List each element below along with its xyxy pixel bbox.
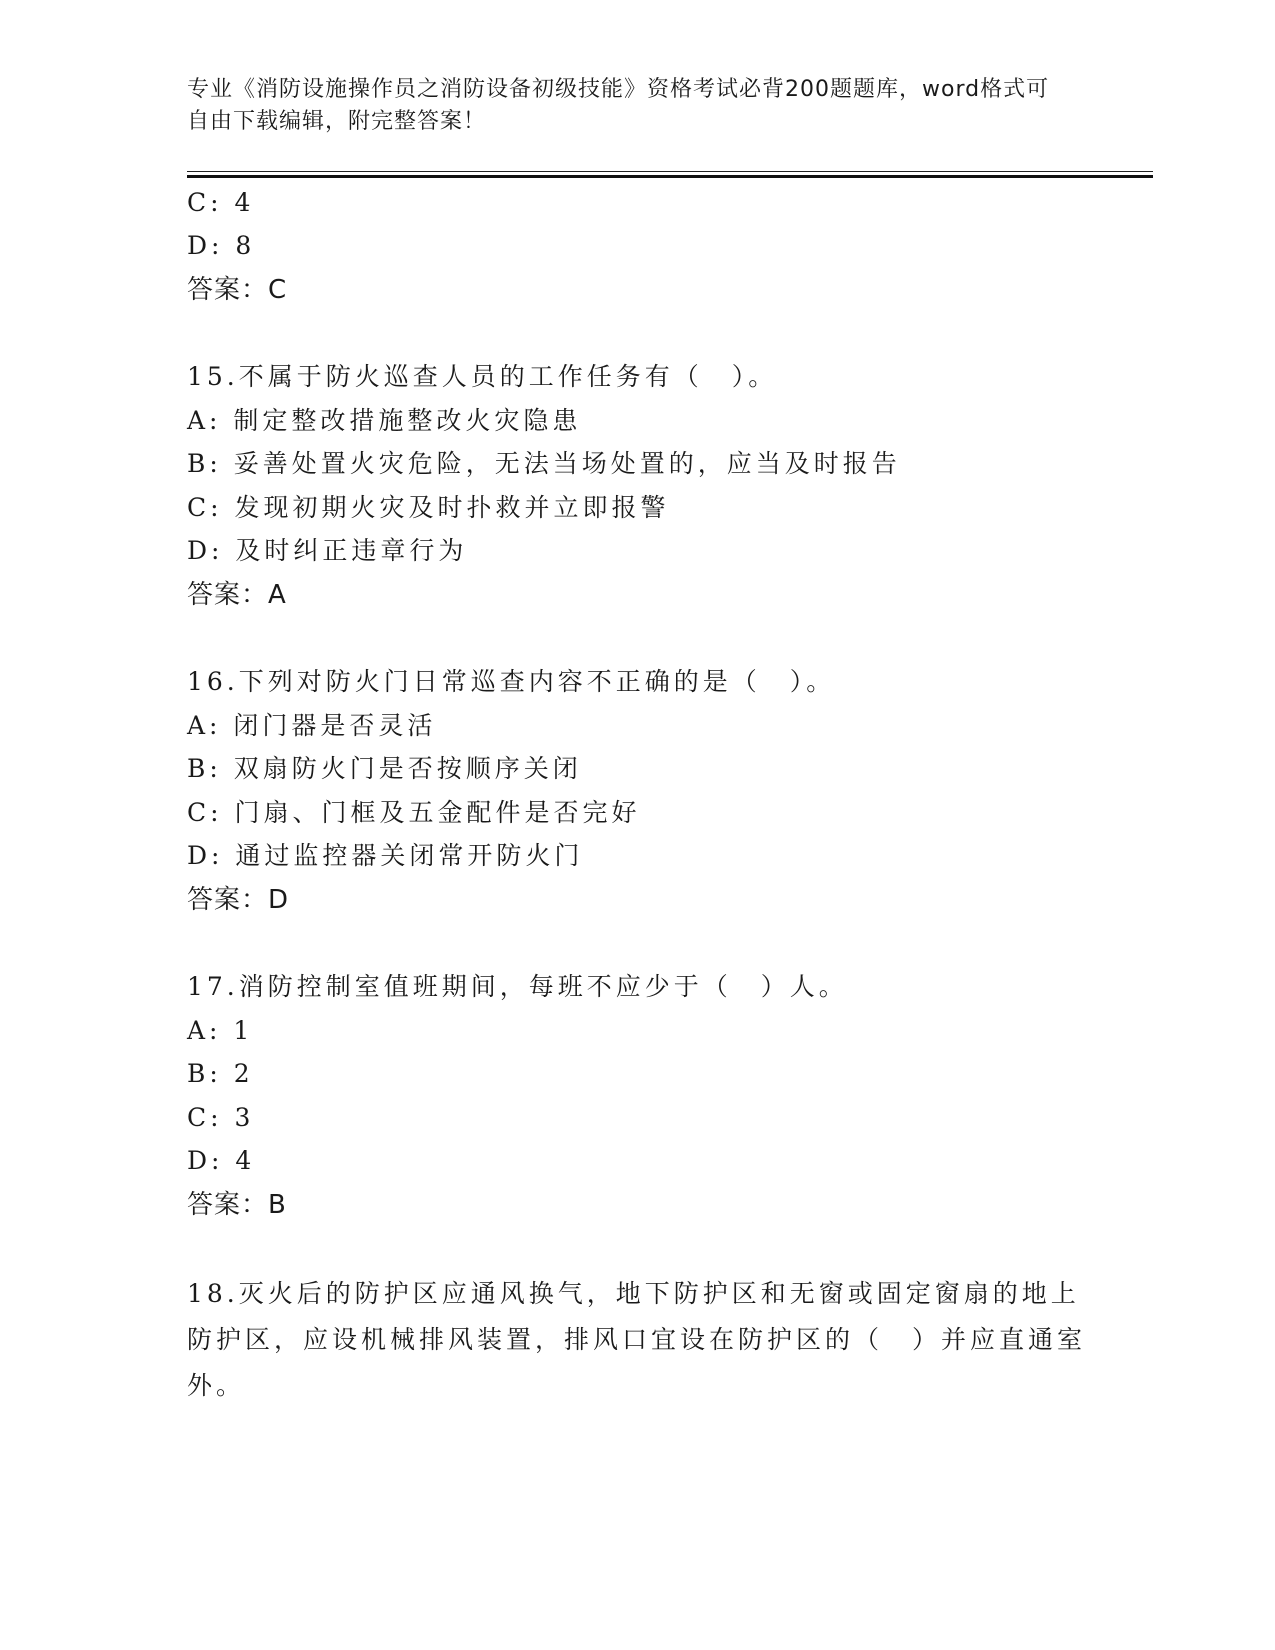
- q18-question: 18.灭火后的防护区应通风换气，地下防护区和无窗或固定窗扇的地上防护区，应设机械排风装置，排风口宜设在防护区的（ ）并应直通室外。: [187, 1279, 1087, 1400]
- q15-question: 15.不属于防火巡查人员的工作任务有（ ）。: [187, 362, 778, 391]
- q15-option-c: C: 发现初期火灾及时扑救并立即报警: [187, 493, 670, 522]
- q15-option-d: D: 及时纠正违章行为: [187, 536, 468, 565]
- q17-option-d: D: 4: [187, 1146, 256, 1175]
- q17-option-b: B: 2: [187, 1059, 254, 1088]
- document-header: 专业《消防设施操作员之消防设备初级技能》资格考试必背200题题库，word格式可自由下载编辑，附完整答案！: [187, 77, 1050, 134]
- q14-option-c: C: 4: [187, 188, 255, 217]
- q15-answer: 答案：A: [187, 580, 287, 610]
- q16-option-d: D: 通过监控器关闭常开防火门: [187, 841, 584, 870]
- q16-question: 16.下列对防火门日常巡查内容不正确的是（ ）。: [187, 667, 836, 696]
- header-divider-thick: [187, 175, 1153, 178]
- q17-option-c: C: 3: [187, 1103, 255, 1132]
- header-divider-thin: [187, 171, 1153, 172]
- q15-option-a: A: 制定整改措施整改火灾隐患: [187, 406, 582, 435]
- q17-answer: 答案：B: [187, 1190, 287, 1220]
- q17-option-a: A: 1: [187, 1016, 254, 1045]
- q16-option-b: B: 双扇防火门是否按顺序关闭: [187, 754, 582, 783]
- q14-answer: 答案：C: [187, 275, 288, 305]
- q14-option-d: D: 8: [187, 231, 256, 260]
- q15-option-b: B: 妥善处置火灾危险，无法当场处置的，应当及时报告: [187, 449, 901, 478]
- q16-option-a: A: 闭门器是否灵活: [187, 711, 437, 740]
- q16-option-c: C: 门扇、门框及五金配件是否完好: [187, 798, 641, 827]
- q17-question: 17.消防控制室值班期间，每班不应少于（ ）人。: [187, 972, 848, 1001]
- q16-answer: 答案：D: [187, 885, 290, 915]
